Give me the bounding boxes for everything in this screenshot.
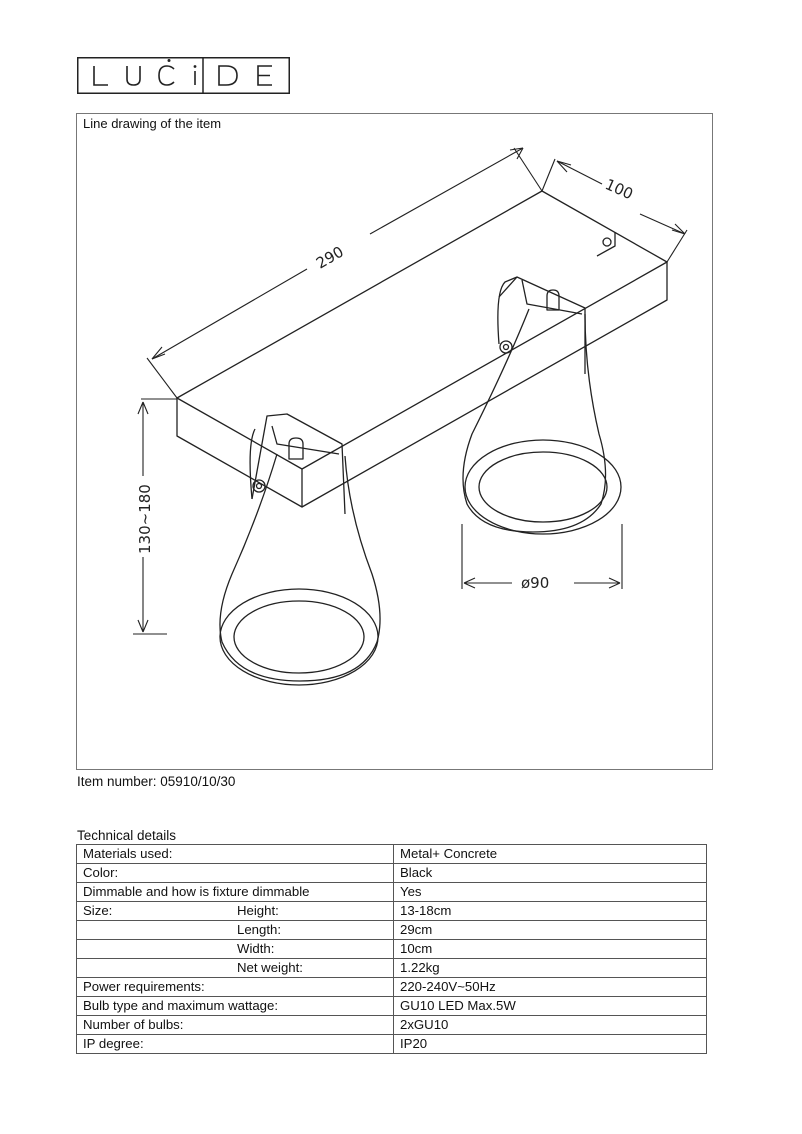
row-value: IP20	[394, 1035, 707, 1054]
table-row	[77, 940, 707, 959]
row-label: Power requirements:	[83, 979, 205, 994]
lucide-logo	[77, 57, 290, 94]
item-number: Item number: 05910/10/30	[77, 774, 236, 789]
table-row	[77, 902, 707, 921]
row-label: Size:	[83, 903, 113, 918]
table-row	[77, 845, 707, 864]
dimension-lines	[133, 148, 687, 634]
table-row	[77, 864, 707, 883]
table-row	[77, 1035, 707, 1054]
left-spotlight	[220, 414, 380, 685]
table-row	[77, 997, 707, 1016]
technical-details-title: Technical details	[77, 828, 177, 843]
table-row	[77, 978, 707, 997]
base-plate-front-side	[302, 262, 667, 507]
dimension-diameter-label: ø90	[521, 574, 550, 592]
row-label: IP degree:	[83, 1036, 144, 1051]
drawing-title: Line drawing of the item	[83, 116, 222, 131]
row-value: Yes	[394, 883, 707, 902]
table-row	[77, 883, 707, 902]
table-row	[77, 959, 707, 978]
row-label: Color:	[83, 865, 119, 880]
fixture-line-drawing	[77, 114, 712, 769]
table-row	[77, 921, 707, 940]
row-value: 29cm	[394, 921, 707, 940]
row-label: Bulb type and maximum wattage:	[83, 998, 278, 1013]
technical-details-table	[76, 844, 707, 1054]
plate-screw	[603, 238, 611, 246]
row-sublabel: Net weight:	[237, 960, 303, 975]
row-value: 220-240V~50Hz	[394, 978, 707, 997]
row-value: 1.22kg	[394, 959, 707, 978]
dimension-length-label: 290	[313, 242, 347, 273]
table-row	[77, 1016, 707, 1035]
row-label: Materials used:	[83, 846, 173, 861]
row-value: 2xGU10	[394, 1016, 707, 1035]
dimension-height-label: 130~180	[136, 484, 154, 554]
row-label: Dimmable and how is fixture dimmable	[83, 884, 310, 899]
row-sublabel: Width:	[237, 941, 275, 956]
row-value: 13-18cm	[394, 902, 707, 921]
row-value: Black	[394, 864, 707, 883]
row-sublabel: Height:	[237, 903, 279, 918]
row-sublabel: Length:	[237, 922, 281, 937]
row-value: Metal+ Concrete	[394, 845, 707, 864]
row-label: Number of bulbs:	[83, 1017, 184, 1032]
row-value: 10cm	[394, 940, 707, 959]
line-drawing-panel	[76, 113, 713, 770]
dimension-width-label: 100	[602, 175, 636, 204]
right-spotlight	[463, 277, 621, 534]
base-plate-top	[177, 191, 667, 469]
row-value: GU10 LED Max.5W	[394, 997, 707, 1016]
